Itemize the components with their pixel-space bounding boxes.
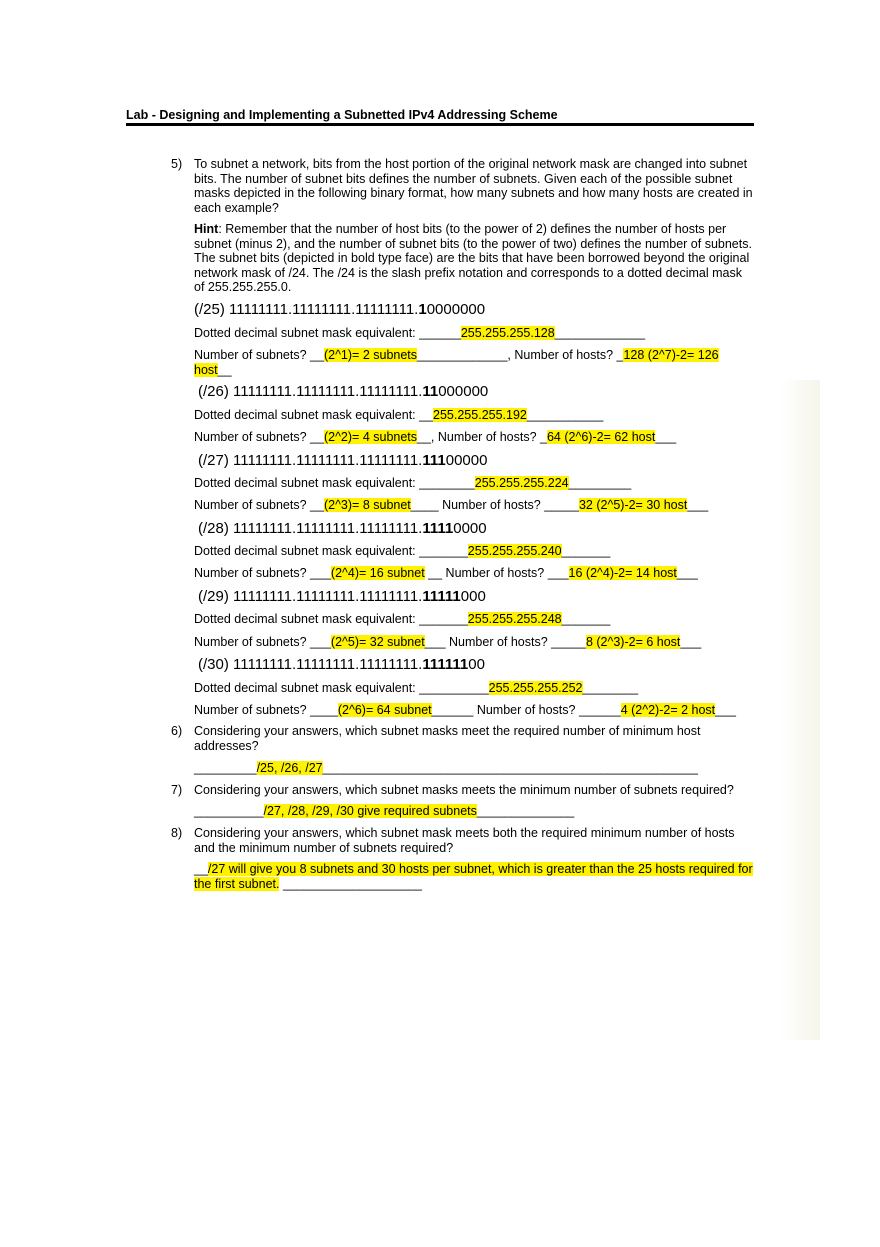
q7-number: 7) xyxy=(171,783,183,797)
mask-30-dotted-decimal: Dotted decimal subnet mask equivalent: __________255.255.255.252________ xyxy=(194,681,639,695)
q7-answer: __________/27, /28, /29, /30 give required subnets______________ xyxy=(194,804,575,818)
page-header-title: Lab - Designing and Implementing a Subnetted IPv4 Addressing Scheme xyxy=(126,108,558,122)
q5-number: 5) xyxy=(171,157,183,171)
answer-highlight: /27, /28, /29, /30 give required subnets xyxy=(263,804,477,818)
q5-text: To subnet a network, bits from the host portion of the original network mask are changed into subnet bits. The number of subnet bits defines the number of subnets. Given each of the possible subnet masks depicted in the following binary format, how many subnets and how many hosts are created in each example? xyxy=(194,157,753,215)
answer-highlight: 16 (2^4)-2= 14 host xyxy=(568,566,677,580)
answer-highlight: /27 will give you 8 subnets and 30 hosts per subnet, which is greater than the 25 hosts required for the first subnet. xyxy=(194,862,753,891)
answer-highlight: (2^1)= 2 subnets xyxy=(323,348,418,362)
answer-highlight: 8 (2^3)-2= 6 host xyxy=(585,635,681,649)
answer-highlight: /25, /26, /27 xyxy=(256,761,323,775)
mask-26-subnets-hosts: Number of subnets? __(2^2)= 4 subnets__, Number of hosts? _64 (2^6)-2= 62 host___ xyxy=(194,430,677,444)
mask-28-dotted-decimal: Dotted decimal subnet mask equivalent: _______255.255.255.240_______ xyxy=(194,544,611,558)
answer-highlight: (2^6)= 64 subnet xyxy=(337,703,432,717)
answer-highlight: 255.255.255.240 xyxy=(467,544,562,558)
answer-highlight: 255.255.255.224 xyxy=(474,476,569,490)
answer-highlight: (2^4)= 16 subnet xyxy=(330,566,425,580)
mask-30-binary: (/30) 11111111.11111111.11111111.11111100 xyxy=(198,656,485,673)
q6-answer: _________/25, /26, /27______________________________________________________ xyxy=(194,761,699,775)
answer-highlight: (2^5)= 32 subnet xyxy=(330,635,425,649)
mask-29-binary: (/29) 11111111.11111111.11111111.11111000 xyxy=(198,588,486,605)
mask-29-subnets-hosts: Number of subnets? ___(2^5)= 32 subnet___ Number of hosts? _____8 (2^3)-2= 6 host___ xyxy=(194,635,702,649)
q8-answer: __/27 will give you 8 subnets and 30 hosts per subnet, which is greater than the 25 hosts required for the first subnet. ____________________ xyxy=(194,862,753,891)
hint-label: Hint xyxy=(194,222,219,236)
mask-29-dotted-decimal: Dotted decimal subnet mask equivalent: _______255.255.255.248_______ xyxy=(194,612,611,626)
mask-25-binary: (/25) 11111111.11111111.11111111.10000000 xyxy=(194,301,486,318)
q8-number: 8) xyxy=(171,826,183,840)
answer-highlight: (2^2)= 4 subnets xyxy=(323,430,418,444)
q7-text: Considering your answers, which subnet masks meets the minimum number of subnets required? xyxy=(194,783,734,797)
q6-number: 6) xyxy=(171,724,183,738)
mask-26-dotted-decimal: Dotted decimal subnet mask equivalent: __255.255.255.192___________ xyxy=(194,408,604,422)
mask-25-subnets-hosts: Number of subnets? __(2^1)= 2 subnets_____________, Number of hosts? _128 (2^7)-2= 126 host__ xyxy=(194,348,719,377)
answer-highlight: host xyxy=(194,362,218,377)
mask-27-dotted-decimal: Dotted decimal subnet mask equivalent: ________255.255.255.224_________ xyxy=(194,476,632,490)
q5-hint xyxy=(194,222,754,295)
mask-28-subnets-hosts: Number of subnets? ___(2^4)= 16 subnet __ Number of hosts? ___16 (2^4)-2= 14 host___ xyxy=(194,566,698,580)
q6-text: Considering your answers, which subnet masks meet the required number of minimum host addresses? xyxy=(194,724,701,753)
q8-text: Considering your answers, which subnet mask meets both the required minimum number of hosts and the minimum number of subnets required? xyxy=(194,826,735,855)
mask-26-binary: (/26) 11111111.11111111.11111111.11000000 xyxy=(198,383,489,400)
answer-highlight: 4 (2^2)-2= 2 host xyxy=(620,703,716,717)
mask-28-binary: (/28) 11111111.11111111.11111111.11110000 xyxy=(198,520,487,537)
answer-highlight: 255.255.255.248 xyxy=(467,612,562,626)
answer-highlight: 255.255.255.128 xyxy=(460,326,555,340)
answer-highlight: 64 (2^6)-2= 62 host xyxy=(546,430,656,444)
mask-30-subnets-hosts: Number of subnets? ____(2^6)= 64 subnet______ Number of hosts? ______4 (2^2)-2= 2 host___ xyxy=(194,703,737,717)
mask-27-subnets-hosts: Number of subnets? __(2^3)= 8 subnet____ Number of hosts? _____32 (2^5)-2= 30 host___ xyxy=(194,498,709,512)
answer-highlight: 255.255.255.192 xyxy=(433,408,527,422)
mask-27-binary: (/27) 11111111.11111111.11111111.11100000 xyxy=(198,452,488,469)
mask-25-dotted-decimal: Dotted decimal subnet mask equivalent: ______255.255.255.128_____________ xyxy=(194,326,646,340)
answer-highlight: (2^3)= 8 subnet xyxy=(323,498,411,512)
scan-shadow xyxy=(780,380,820,1040)
hint-text: : Remember that the number of host bits (to the power of 2) defines the number of hosts per subnet (minus 2), and the number of subnet bits (to the power of two) defines the number of subnets. The subnet bits (depicted in bold type face) are the bits that have been borrowed beyond the original network mask of /24. The /24 is the slash prefix notation and corresponds to a dotted decimal mask of 255.255.255.0. xyxy=(194,222,752,294)
answer-highlight: 128 (2^7)-2= 126 xyxy=(623,348,719,362)
answer-highlight: 32 (2^5)-2= 30 host xyxy=(578,498,688,512)
answer-highlight: 255.255.255.252 xyxy=(488,681,583,695)
header-rule xyxy=(126,123,754,126)
